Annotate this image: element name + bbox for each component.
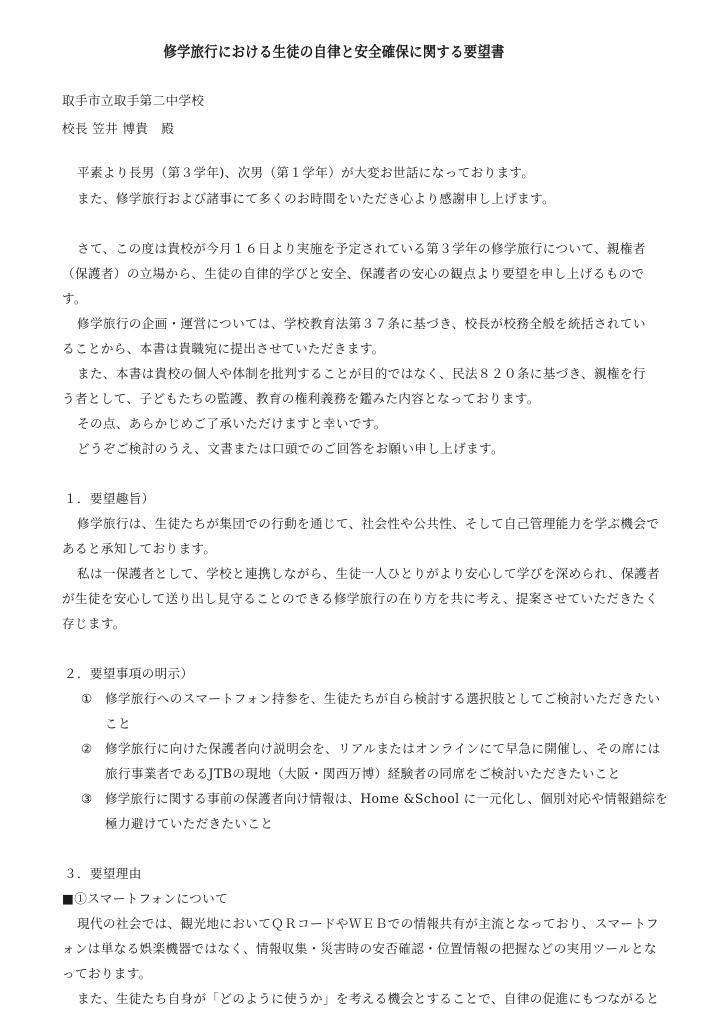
list-item-line: 旅行事業者であるJTBの現地（大阪・関西万博）経験者の同席をご検討いただきたいこと (105, 766, 621, 781)
list-number: ③ (81, 791, 93, 806)
list-item-line: 修学旅行に関する事前の保護者向け情報は、Home &School に一元化し、個別対応や情報錯綜を (105, 791, 668, 806)
section-line: あると承知しております。 (62, 541, 217, 556)
section-line: 私は一保護者として、学校と連携しながら、生徒一人ひとりがより安心して学びを深められ、保護者 (77, 566, 660, 581)
greeting-line: 平素より長男（第３学年)、次男（第１学年）が大変お世話になっております。 (77, 165, 535, 180)
section-line: が生徒を安心して送り出し見守ることのできる修学旅行の在り方を共に考え、提案させていただきたく (62, 591, 659, 606)
list-item-line: 修学旅行に向けた保護者向け説明会を、リアルまたはオンラインにて早急に開催し、その席には (105, 741, 661, 756)
section-line: 現代の社会では、観光地においてＱＲコードやＷＥＢでの情報共有が主流となっており、スマートフ (77, 916, 659, 931)
list-item-line: こと (105, 716, 131, 731)
section-heading: ３．要望理由 (64, 866, 142, 881)
intro-line: また、本書は貴校の個人や体制を批判することが目的ではなく、民法８２０条に基づき、親権を行 (77, 366, 646, 381)
greeting-line: また、修学旅行および諸事にて多くのお時間をいただき心より感謝申し上げます。 (77, 191, 555, 206)
intro-line: う者として、子どもたちの監護、教育の権利義務を鑑みた内容となっております。 (62, 391, 540, 406)
intro-line: どうぞご検討のうえ、文書または口頭でのご回答をお願い申し上げます。 (77, 441, 504, 456)
intro-line: 修学旅行の企画・運営については、学校教育法第３７条に基づき、校長が校務全般を統括されてい (77, 316, 646, 331)
section-line: 修学旅行は、生徒たちが集団での行動を通じて、社会性や公共性、そして自己管理能力を学ぶ機会で (77, 516, 660, 531)
list-number: ① (81, 691, 93, 706)
section-line: また、生徒たち自身が「どのように使うか」を考える機会とすることで、自律の促進にもつながると (77, 991, 660, 1006)
intro-line: （保護者）の立場から、生徒の自律的学びと安全、保護者の安心の観点より要望を申し上げるもので (62, 266, 645, 281)
section-subheading: ■①スマートフォンについて (62, 891, 229, 906)
intro-line: ることから、本書は貴職宛に提出させていただきます。 (62, 341, 385, 356)
section-line: 存じます。 (62, 616, 126, 631)
intro-line: さて、この度は貴校が今月１６日より実施を予定されている第３学年の修学旅行について、親権者 (77, 241, 646, 256)
list-item-line: 修学旅行へのスマートフォン持参を、生徒たちが自ら検討する選択肢としてご検討いただきたい (105, 691, 661, 706)
section-line: っております。 (62, 966, 152, 981)
addressee-principal: 校長 笠井 博貴 殿 (62, 121, 175, 136)
intro-line: その点、あらかじめご了承いただけますと幸いです。 (77, 416, 387, 431)
document-title: 修学旅行における生徒の自律と安全確保に関する要望書 (163, 45, 505, 61)
list-number: ② (81, 741, 93, 756)
section-line: ォンは単なる娯楽機器ではなく、情報収集・災害時の安否確認・位置情報の把握などの実用ツールとな (62, 941, 657, 956)
section-heading: １．要望趣旨） (64, 491, 155, 506)
list-item-line: 極力避けていただきたいこと (105, 816, 274, 831)
intro-line: す。 (62, 291, 87, 306)
section-heading: ２．要望事項の明示） (64, 666, 194, 681)
addressee-school: 取手市立取手第二中学校 (62, 93, 205, 108)
